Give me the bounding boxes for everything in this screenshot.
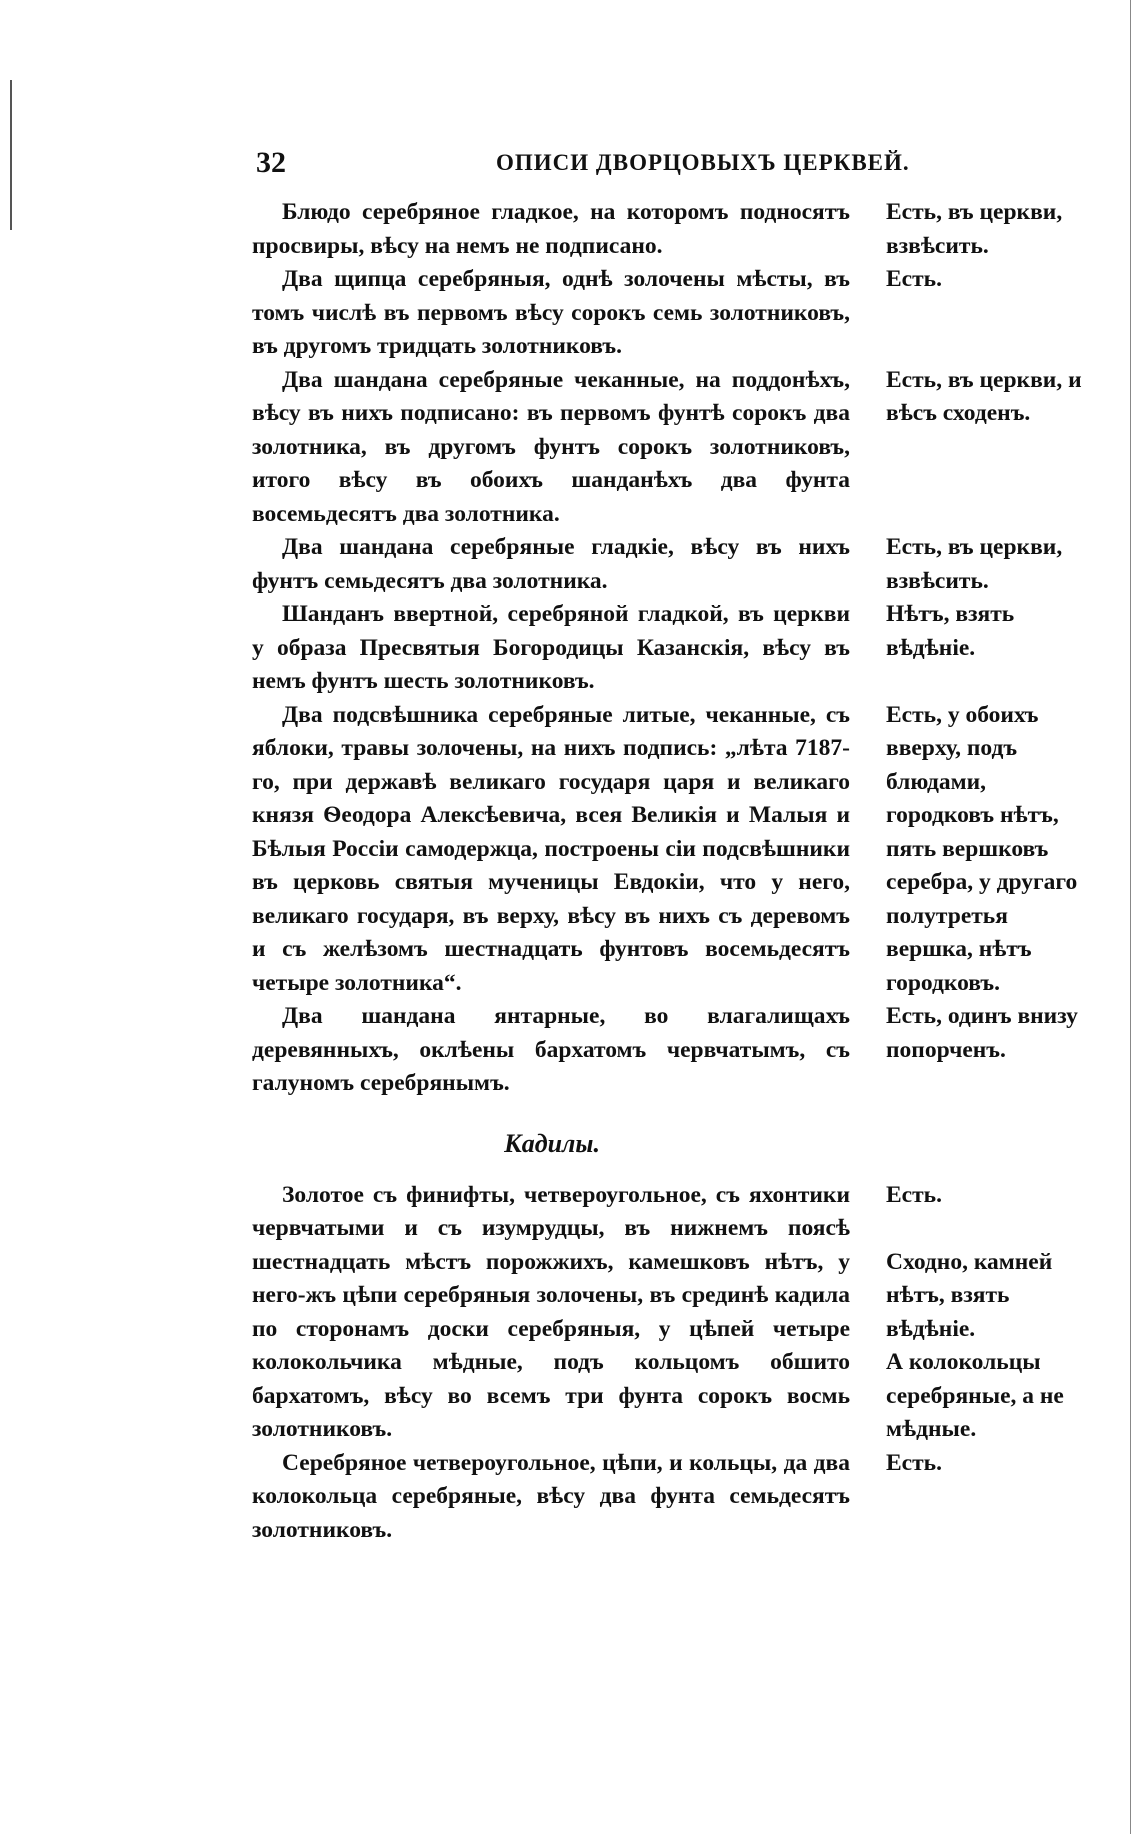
note-text: Есть. bbox=[886, 1181, 942, 1208]
section-title: Кадилы. bbox=[504, 1128, 600, 1158]
note-text: Есть, въ церкви, и вѣсъ сходенъ. bbox=[886, 366, 1082, 426]
entry-note bbox=[870, 1447, 1092, 1548]
entry-description: Шанданъ ввертной, серебряной гладкой, въ церкви у образа Пресвятыя Богородицы Казанскія, вѣсу въ немъ фунтъ шесть золотниковъ. bbox=[252, 601, 850, 694]
page-number: 32 bbox=[256, 146, 286, 179]
entry-note bbox=[870, 196, 1092, 263]
inventory-entry bbox=[252, 1179, 1092, 1447]
entry-note bbox=[870, 699, 1092, 1001]
entry-description: Серебряное четвероугольное, цѣпи, и кольцы, да два колокольца серебряные, вѣсу два фунта семьдесятъ золотниковъ. bbox=[252, 1449, 850, 1543]
note-text: Сходно, камней нѣтъ, взять вѣдѣніе. bbox=[886, 1248, 1053, 1342]
entry-description: Блюдо серебряное гладкое, на которомъ подносятъ просвиры, вѣсу на немъ не подписано. bbox=[252, 199, 850, 259]
entry-description: Два шандана янтарные, во влагалищахъ деревянныхъ, оклѣены бархатомъ червчатымъ, съ галуномъ серебрянымъ. bbox=[252, 1003, 850, 1096]
entry-description: Два подсвѣшника серебряные литые, чеканные, съ яблоки, травы золочены, на нихъ подпись: „лѣта 7187-го, при державѣ великаго государя царя и великаго князя Ѳеодора Алексѣевича, всея Великія и Малыя и Бѣлыя Россіи самодержца, построены сіи подсвѣшники въ церковь святыя мученицы Евдокіи, что у него, великаго государя, въ верху, вѣсу въ нихъ съ деревомъ и съ желѣзомъ шестнадцать фунтовъ восемьдесятъ четыре золотника“. bbox=[252, 701, 850, 996]
note-text: Есть. bbox=[886, 1449, 942, 1476]
page-header bbox=[256, 146, 1082, 186]
inventory-entry bbox=[252, 364, 1092, 532]
inventory-entry bbox=[252, 1447, 1092, 1548]
note-text: А колокольцы серебряные, а не мѣдные. bbox=[886, 1349, 1064, 1442]
note-text: Есть, у обоихъ вверху, подъ блюдами, городковъ нѣтъ, пять вершковъ серебра, у другаго полутретья вершка, нѣтъ городковъ. bbox=[886, 701, 1078, 996]
entry-note bbox=[870, 598, 1092, 699]
note-text: Есть, въ церкви, взвѣсить. bbox=[886, 534, 1063, 594]
note-text: Есть, въ церкви, взвѣсить. bbox=[886, 199, 1063, 259]
entry-description: Два шандана серебряные гладкіе, вѣсу въ нихъ фунтъ семьдесятъ два золотника. bbox=[252, 534, 850, 594]
inventory-entry bbox=[252, 1000, 1092, 1101]
entry-note bbox=[870, 364, 1092, 532]
note-text: Есть, одинъ внизу попорченъ. bbox=[886, 1003, 1078, 1063]
inventory-entry bbox=[252, 263, 1092, 364]
entry-description: Два щипца серебряныя, однѣ золочены мѣсты, въ томъ числѣ въ первомъ вѣсу сорокъ семь золотниковъ, въ другомъ тридцать золотниковъ. bbox=[252, 266, 850, 359]
inventory-entry bbox=[252, 598, 1092, 699]
inventory-entry bbox=[252, 531, 1092, 598]
entry-description: Два шандана серебряные чеканные, на поддонѣхъ, вѣсу въ нихъ подписано: въ первомъ фунтѣ сорокъ два золотника, въ другомъ фунтъ сорокъ золотниковъ, итого вѣсу въ обоихъ шанданѣхъ два фунта восемьдесятъ два золотника. bbox=[252, 366, 850, 527]
entry-note bbox=[870, 263, 1092, 364]
inventory-entries bbox=[252, 196, 1092, 1547]
running-title: ОПИСИ ДВОРЦОВЫХЪ ЦЕРКВЕЙ. bbox=[496, 150, 910, 175]
entry-note bbox=[870, 1000, 1092, 1101]
scan-edge-right bbox=[1130, 0, 1131, 1834]
entry-note bbox=[870, 1179, 1092, 1447]
inventory-entry bbox=[252, 699, 1092, 1001]
inventory-entry bbox=[252, 196, 1092, 263]
note-text: Есть. bbox=[886, 266, 942, 292]
entry-note bbox=[870, 531, 1092, 598]
entry-description: Золотое съ финифты, четвероугольное, съ яхонтики червчатыми и съ изумрудцы, въ нижнемъ поясѣ шестнадцать мѣстъ порожжихъ, камешковъ нѣтъ, у него-жъ цѣпи серебряныя золочены, въ срединѣ кадила по сторонамъ доски серебряныя, у цѣпей четыре колокольчика мѣдные, подъ кольцомъ обшито бархатомъ, вѣсу во всемъ три фунта сорокъ восмь золотниковъ. bbox=[252, 1181, 850, 1442]
note-text: Нѣтъ, взять вѣдѣніе. bbox=[886, 601, 1015, 661]
scan-edge-left bbox=[10, 80, 12, 230]
